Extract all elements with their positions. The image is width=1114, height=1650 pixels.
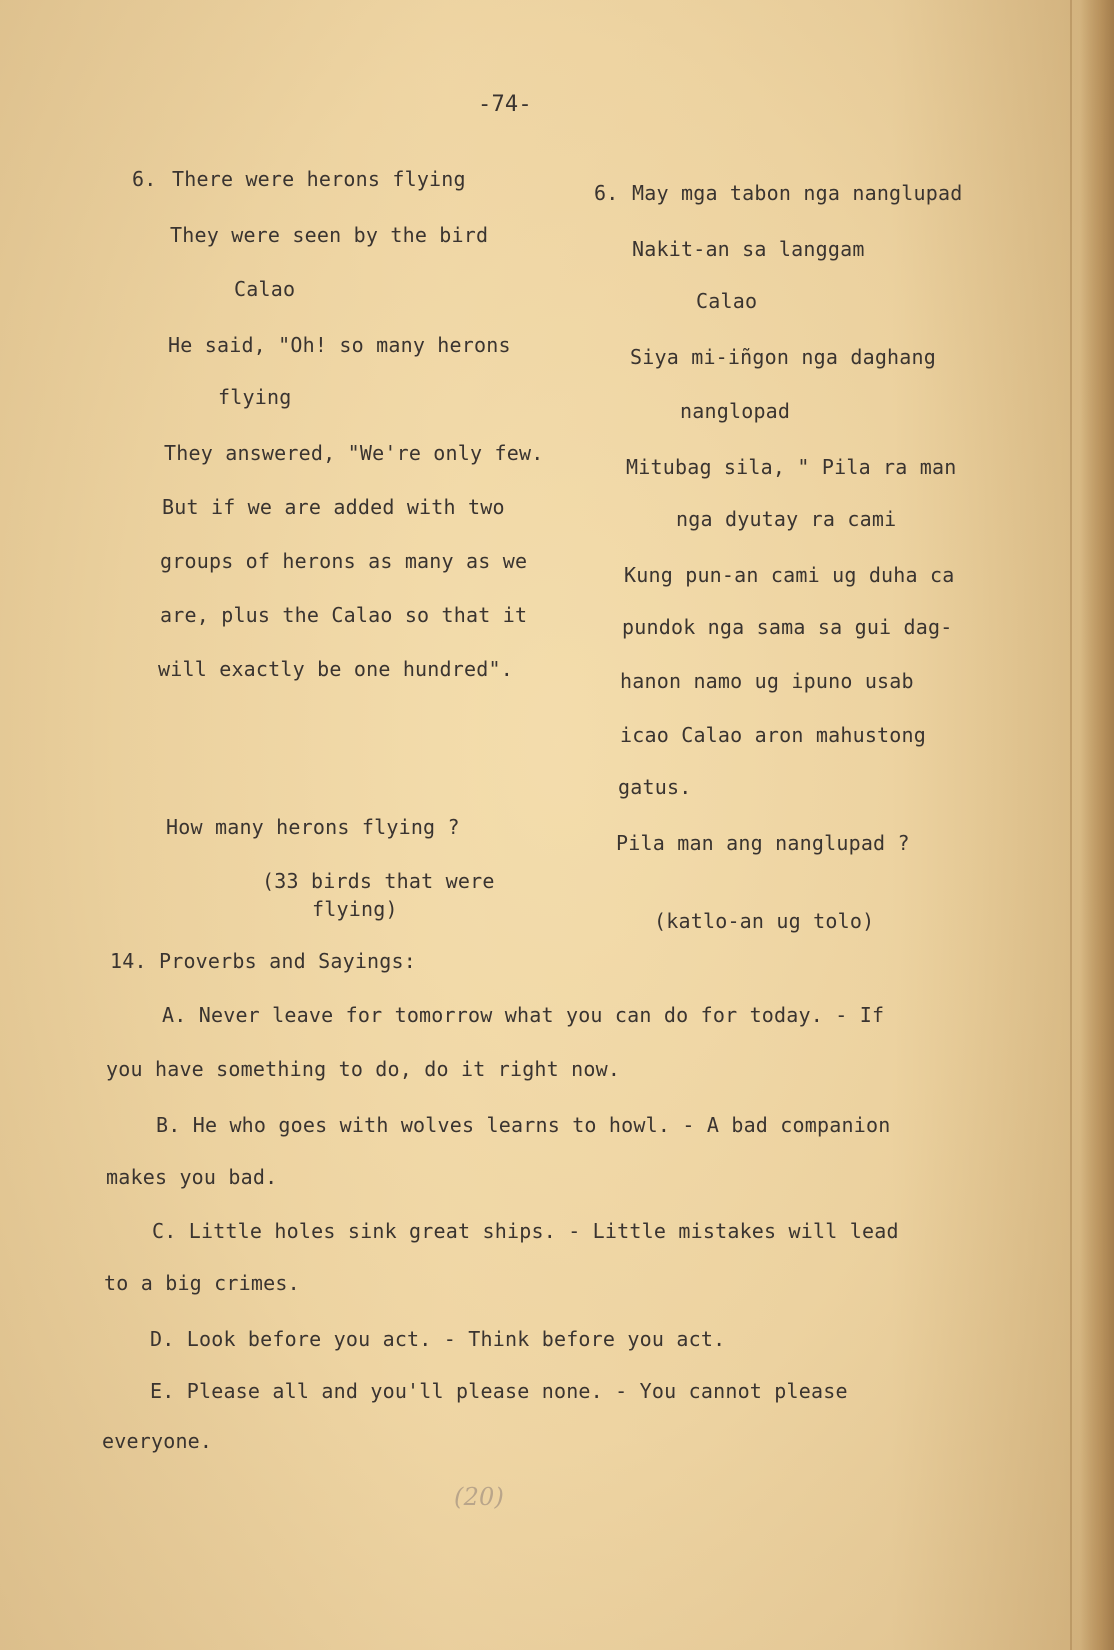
proverb-line: you have something to do, do it right now.: [106, 1057, 621, 1081]
handwritten-note: (20): [454, 1483, 505, 1511]
section-heading: 14. Proverbs and Sayings:: [110, 949, 417, 973]
proverb-line: A. Never leave for tomorrow what you can do for today. - If: [162, 1003, 885, 1027]
right-line: gatus.: [618, 775, 692, 799]
left-line: There were herons flying: [172, 167, 466, 191]
right-line: nanglopad: [680, 399, 791, 423]
left-line: But if we are added with two: [162, 495, 505, 519]
page-fold-line: [1070, 0, 1072, 1650]
right-item-number: 6.: [594, 181, 619, 205]
right-line: Calao: [696, 289, 758, 313]
right-line: Mitubag sila, " Pila ra man: [626, 455, 957, 479]
left-line: are, plus the Calao so that it: [160, 603, 528, 627]
left-line: groups of herons as many as we: [160, 549, 528, 573]
proverb-line: B. He who goes with wolves learns to howl. - A bad companion: [156, 1113, 891, 1137]
right-line: hanon namo ug ipuno usab: [620, 669, 914, 693]
proverb-line: D. Look before you act. - Think before you act.: [150, 1327, 726, 1351]
right-line: May mga tabon nga nanglupad: [632, 181, 963, 205]
proverb-line: makes you bad.: [106, 1165, 278, 1189]
right-line: nga dyutay ra cami: [676, 507, 897, 531]
left-item-number: 6.: [132, 167, 157, 191]
right-line: Siya mi-iñgon nga daghang: [630, 345, 937, 369]
right-question: Pila man ang nanglupad ?: [616, 831, 910, 855]
right-answer: (katlo-an ug tolo): [654, 909, 875, 933]
left-question: How many herons flying ?: [166, 815, 460, 839]
page-edge-shadow: [1080, 0, 1114, 1650]
right-line: icao Calao aron mahustong: [620, 723, 927, 747]
left-line: Calao: [234, 277, 296, 301]
right-line: Kung pun-an cami ug duha ca: [624, 563, 955, 587]
right-line: pundok nga sama sa gui dag-: [622, 615, 953, 639]
proverb-line: C. Little holes sink great ships. - Little mistakes will lead: [152, 1219, 899, 1243]
proverb-line: to a big crimes.: [104, 1271, 300, 1295]
left-line: flying: [218, 385, 292, 409]
left-line: He said, "Oh! so many herons: [168, 333, 511, 357]
proverb-line: E. Please all and you'll please none. - You cannot please: [150, 1379, 848, 1403]
left-line: They were seen by the bird: [170, 223, 489, 247]
right-line: Nakit-an sa langgam: [632, 237, 865, 261]
left-line: They answered, "We're only few.: [164, 441, 544, 465]
page-number: -74-: [478, 92, 532, 117]
left-line: will exactly be one hundred".: [158, 657, 513, 681]
left-answer: flying): [312, 897, 398, 921]
left-answer: (33 birds that were: [262, 869, 495, 893]
proverb-line: everyone.: [102, 1429, 213, 1453]
